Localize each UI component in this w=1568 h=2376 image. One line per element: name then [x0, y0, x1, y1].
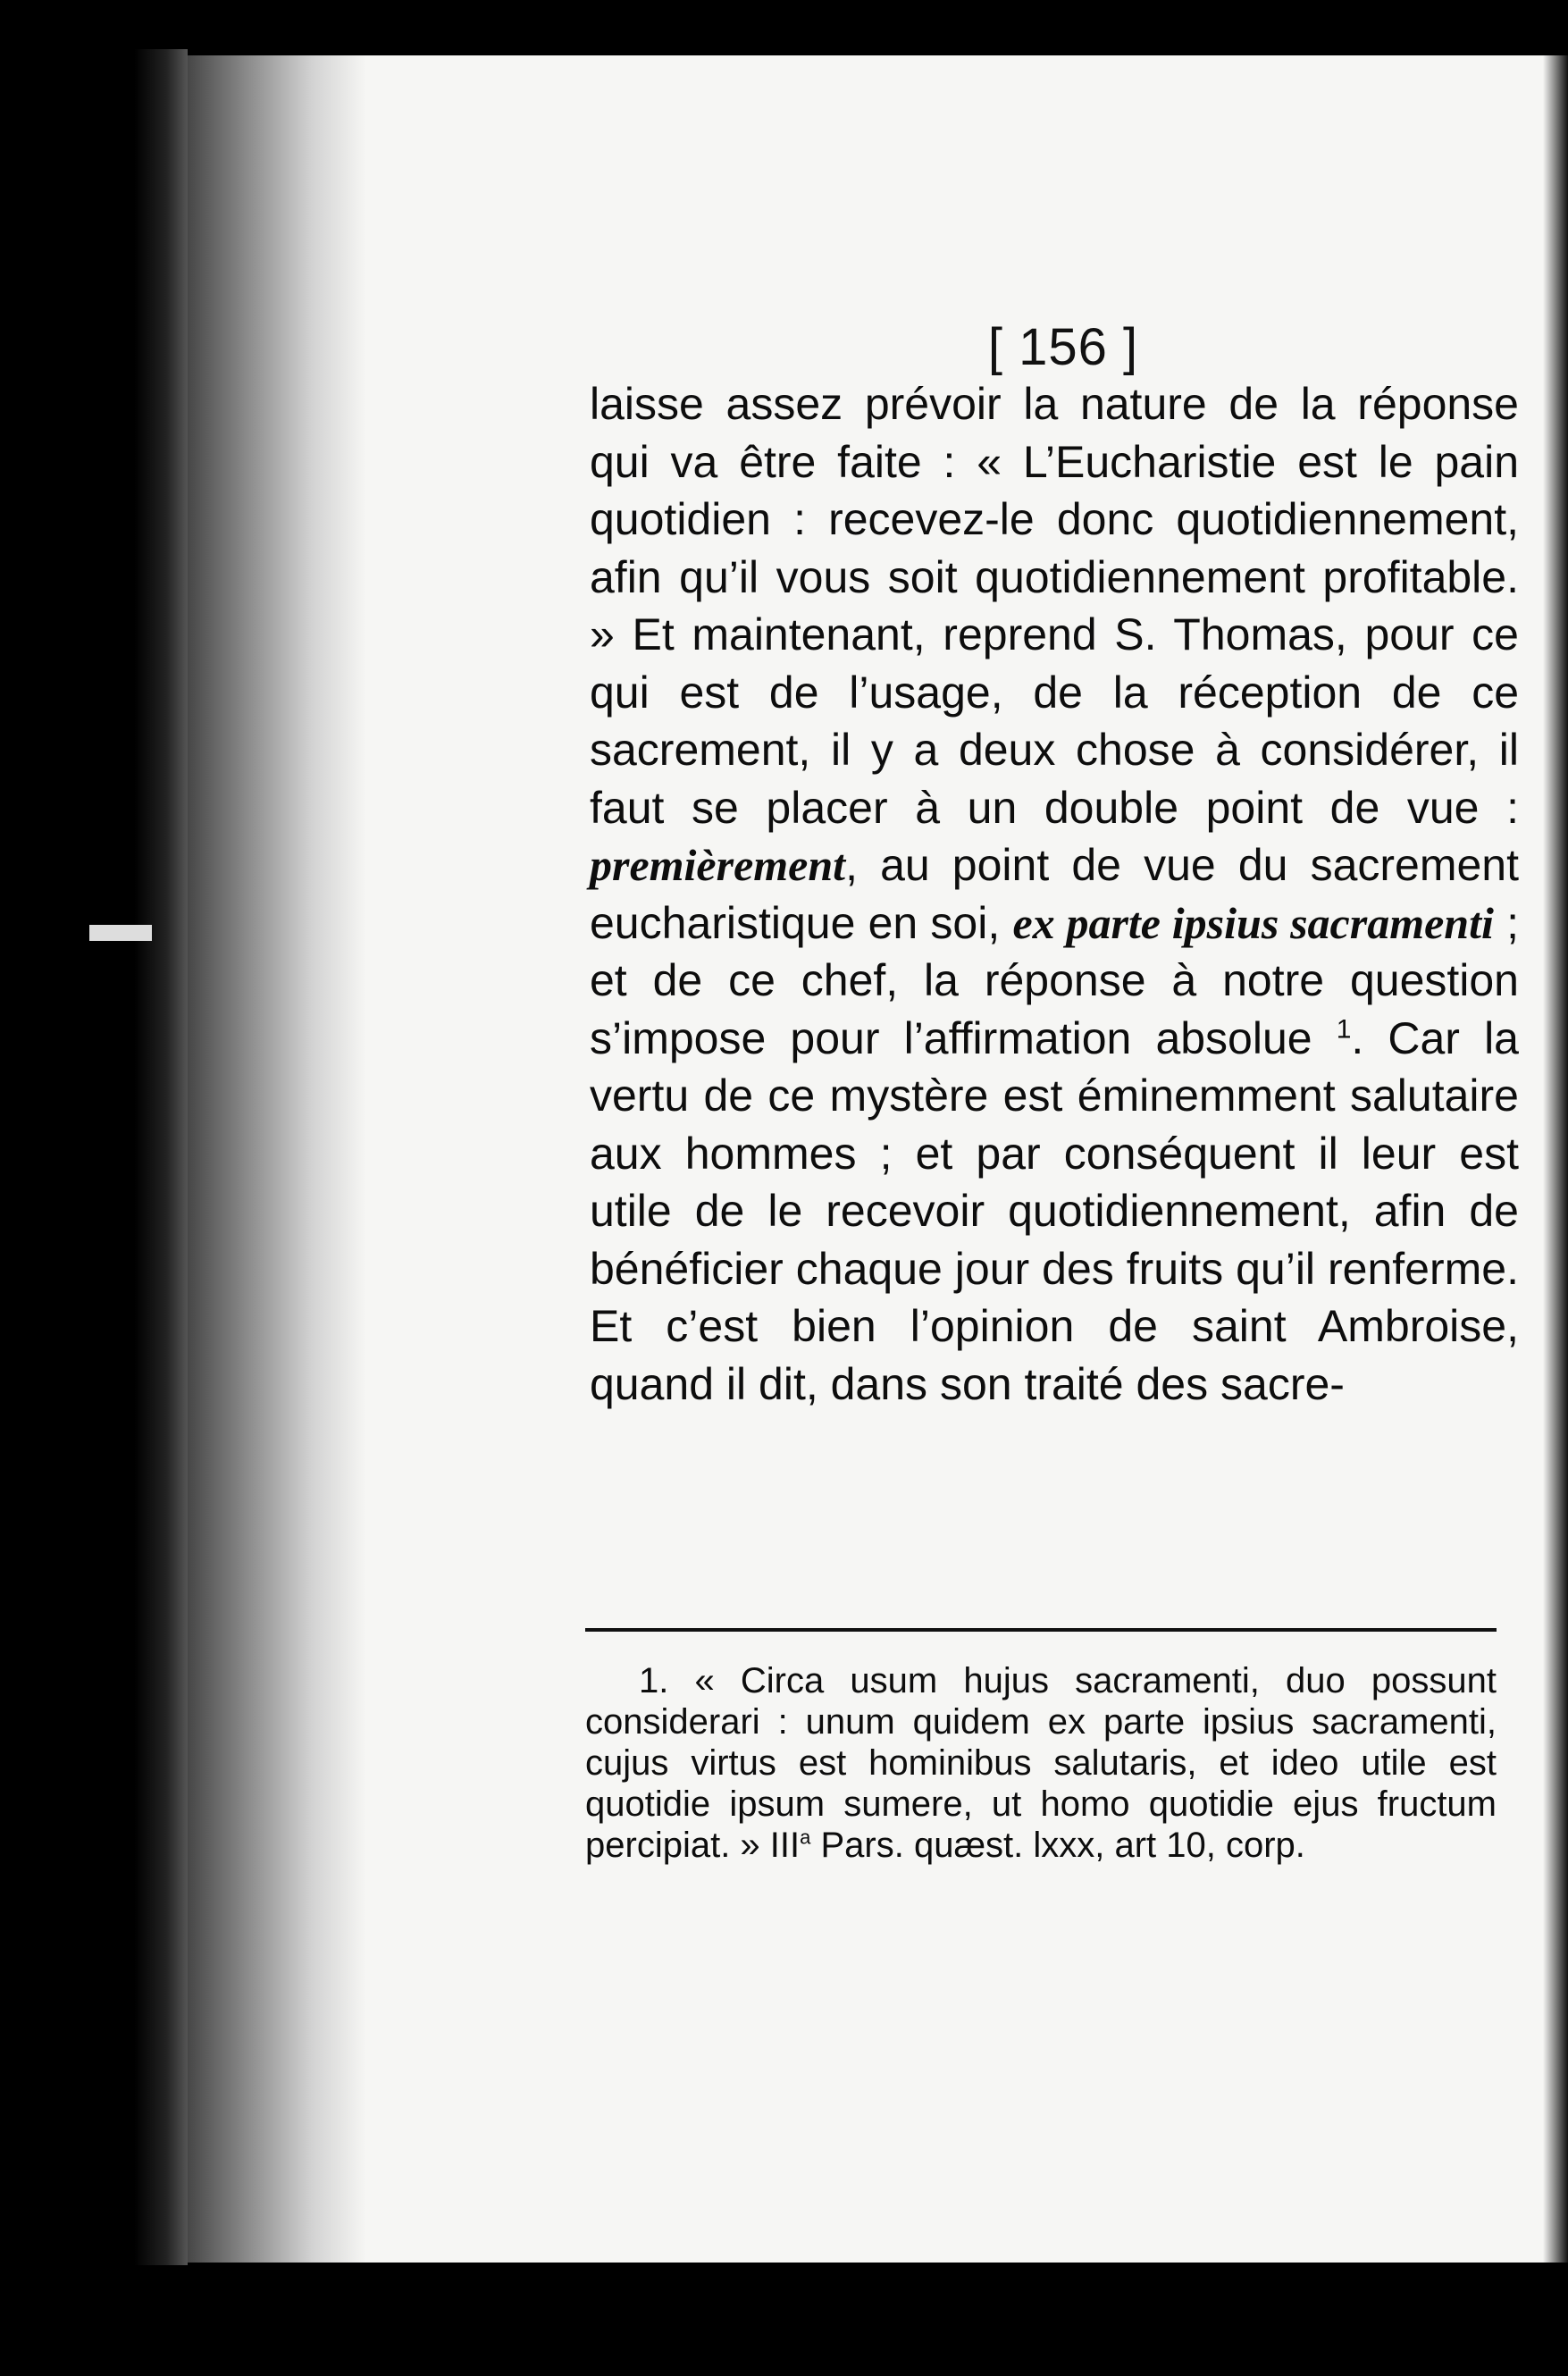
scan-artifact: [89, 925, 152, 941]
body-text-3: ; et de ce chef, la réponse à notre question s’impose pour l’affirmation absolue: [590, 897, 1519, 1063]
footnote-reference: 1: [1336, 1013, 1352, 1044]
footnote-text-1: « Circa usum hujus sacramenti, duo possunt considerari : unum quidem ex parte ipsius sacramenti, cujus virtus est hominibus salutaris, et ideo utile est quotidie ipsum sumere, ut homo quotidie ejus fructum percipiat. » III: [585, 1661, 1497, 1865]
binding-edge: [134, 49, 188, 2265]
body-text-4: . Car la vertu de ce mystère est éminemment salutaire aux hommes ; et par conséquent il leur est utile de le recevoir quotidiennement, afin de bénéficier chaque jour des fruits qu’il renferme. Et c’est bien l’opinion de saint Ambroise, quand il dit, dans son traité des sacre-: [590, 1012, 1519, 1409]
italic-latin-phrase: ex parte ipsius sacramenti: [1012, 897, 1494, 948]
footnote-number: 1.: [639, 1661, 669, 1700]
body-text-2: , au point de vue du sacrement eucharistique en soi,: [590, 840, 1519, 948]
body-text-1: laisse assez prévoir la nature de la réponse qui va être faite : « L’Eucharistie est le pain quotidien : recevez-le donc quotidiennement, afin qu’il vous soit quotidiennement profitable. » Et maintenant, reprend S. Thomas, pour ce qui est de l’usage, de la réception de ce sacrement, il y a deux chose à considérer, il faut se placer à un double point de vue :: [590, 379, 1519, 833]
footnote-divider: [585, 1628, 1497, 1632]
footnote: [585, 1660, 1497, 1866]
page-number: [ 156 ]: [987, 318, 1139, 376]
footnote-superscript: a: [800, 1826, 811, 1849]
page-right-edge: [1543, 55, 1568, 2263]
italic-premierement: premièrement: [590, 840, 846, 890]
body-paragraph: [590, 375, 1519, 1413]
footnote-text-2: Pars. quæst. lxxx, art 10, corp.: [810, 1826, 1305, 1865]
